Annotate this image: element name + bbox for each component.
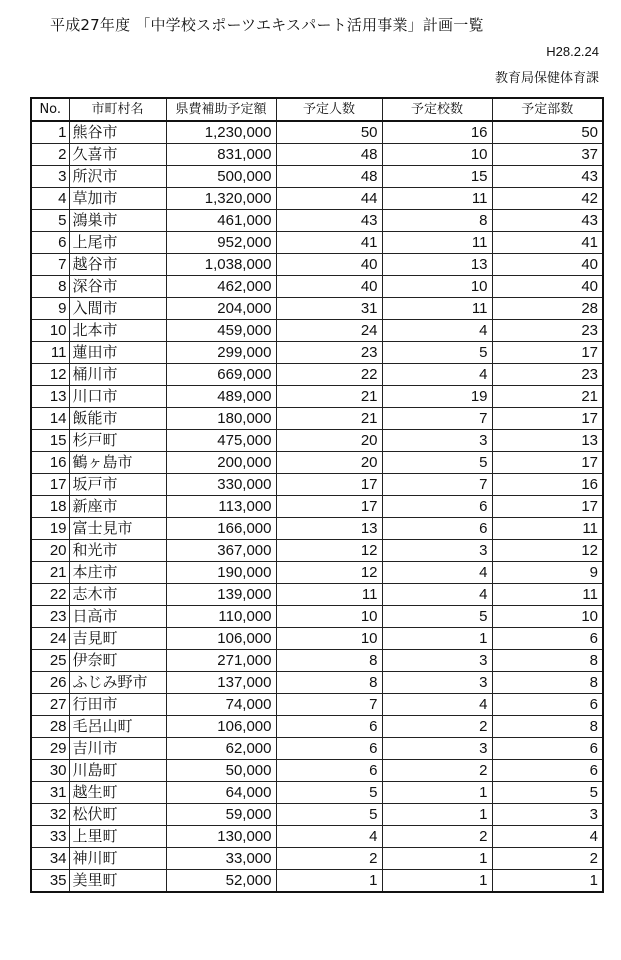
cell-clubs: 2 [492, 848, 603, 870]
cell-municipality: 深谷市 [69, 276, 166, 298]
cell-municipality: 志木市 [69, 584, 166, 606]
cell-people: 5 [276, 782, 382, 804]
cell-clubs: 6 [492, 694, 603, 716]
department-name: 教育局保健体育課 [494, 71, 599, 86]
cell-no: 12 [31, 364, 69, 386]
cell-municipality: 久喜市 [69, 144, 166, 166]
cell-municipality: 鶴ヶ島市 [69, 452, 166, 474]
cell-schools: 2 [382, 716, 492, 738]
cell-no: 22 [31, 584, 69, 606]
cell-subsidy: 200,000 [166, 452, 276, 474]
column-header-clubs: 予定部数 [492, 98, 603, 121]
cell-clubs: 12 [492, 540, 603, 562]
cell-people: 20 [276, 430, 382, 452]
table-row [31, 276, 603, 298]
cell-clubs: 10 [492, 606, 603, 628]
cell-schools: 5 [382, 452, 492, 474]
cell-people: 40 [276, 254, 382, 276]
cell-people: 17 [276, 496, 382, 518]
cell-people: 10 [276, 628, 382, 650]
cell-schools: 4 [382, 320, 492, 342]
table-row [31, 562, 603, 584]
cell-clubs: 16 [492, 474, 603, 496]
cell-no: 23 [31, 606, 69, 628]
cell-schools: 4 [382, 562, 492, 584]
cell-schools: 5 [382, 606, 492, 628]
column-header-municipality: 市町村名 [69, 98, 166, 121]
cell-municipality: 桶川市 [69, 364, 166, 386]
cell-no: 26 [31, 672, 69, 694]
cell-clubs: 17 [492, 408, 603, 430]
cell-people: 40 [276, 276, 382, 298]
cell-schools: 4 [382, 584, 492, 606]
cell-schools: 13 [382, 254, 492, 276]
table-row [31, 452, 603, 474]
cell-no: 11 [31, 342, 69, 364]
cell-subsidy: 52,000 [166, 870, 276, 893]
table-row [31, 672, 603, 694]
cell-clubs: 8 [492, 716, 603, 738]
table-row [31, 386, 603, 408]
cell-people: 48 [276, 144, 382, 166]
cell-clubs: 40 [492, 254, 603, 276]
cell-municipality: 川口市 [69, 386, 166, 408]
table-body [31, 121, 603, 892]
column-header-subsidy: 県費補助予定額 [166, 98, 276, 121]
cell-people: 50 [276, 121, 382, 144]
cell-clubs: 43 [492, 166, 603, 188]
cell-people: 1 [276, 870, 382, 893]
cell-subsidy: 459,000 [166, 320, 276, 342]
cell-municipality: 美里町 [69, 870, 166, 893]
cell-no: 15 [31, 430, 69, 452]
cell-clubs: 28 [492, 298, 603, 320]
cell-people: 22 [276, 364, 382, 386]
cell-municipality: 上里町 [69, 826, 166, 848]
cell-municipality: 伊奈町 [69, 650, 166, 672]
cell-clubs: 11 [492, 518, 603, 540]
cell-no: 7 [31, 254, 69, 276]
cell-subsidy: 113,000 [166, 496, 276, 518]
cell-subsidy: 831,000 [166, 144, 276, 166]
cell-no: 33 [31, 826, 69, 848]
cell-people: 23 [276, 342, 382, 364]
cell-no: 5 [31, 210, 69, 232]
cell-municipality: 松伏町 [69, 804, 166, 826]
cell-subsidy: 669,000 [166, 364, 276, 386]
cell-schools: 1 [382, 804, 492, 826]
cell-schools: 6 [382, 518, 492, 540]
cell-no: 16 [31, 452, 69, 474]
cell-schools: 19 [382, 386, 492, 408]
table-row [31, 760, 603, 782]
table-row [31, 121, 603, 144]
cell-clubs: 23 [492, 364, 603, 386]
cell-people: 8 [276, 672, 382, 694]
cell-subsidy: 62,000 [166, 738, 276, 760]
cell-clubs: 21 [492, 386, 603, 408]
cell-municipality: 北本市 [69, 320, 166, 342]
cell-schools: 16 [382, 121, 492, 144]
cell-clubs: 40 [492, 276, 603, 298]
cell-subsidy: 952,000 [166, 232, 276, 254]
cell-subsidy: 64,000 [166, 782, 276, 804]
cell-clubs: 50 [492, 121, 603, 144]
cell-subsidy: 74,000 [166, 694, 276, 716]
cell-schools: 4 [382, 364, 492, 386]
cell-people: 12 [276, 562, 382, 584]
cell-no: 30 [31, 760, 69, 782]
cell-municipality: 毛呂山町 [69, 716, 166, 738]
cell-municipality: ふじみ野市 [69, 672, 166, 694]
table-row [31, 298, 603, 320]
table-row [31, 320, 603, 342]
cell-subsidy: 271,000 [166, 650, 276, 672]
cell-schools: 15 [382, 166, 492, 188]
cell-subsidy: 204,000 [166, 298, 276, 320]
cell-no: 25 [31, 650, 69, 672]
table-row [31, 232, 603, 254]
cell-municipality: 熊谷市 [69, 121, 166, 144]
cell-municipality: 吉見町 [69, 628, 166, 650]
cell-subsidy: 139,000 [166, 584, 276, 606]
cell-municipality: 和光市 [69, 540, 166, 562]
cell-clubs: 17 [492, 342, 603, 364]
cell-no: 3 [31, 166, 69, 188]
cell-clubs: 41 [492, 232, 603, 254]
cell-clubs: 9 [492, 562, 603, 584]
cell-clubs: 3 [492, 804, 603, 826]
table-row [31, 826, 603, 848]
column-header-schools: 予定校数 [382, 98, 492, 121]
table-row [31, 694, 603, 716]
table-row [31, 254, 603, 276]
table-row [31, 650, 603, 672]
cell-no: 35 [31, 870, 69, 893]
cell-municipality: 飯能市 [69, 408, 166, 430]
cell-subsidy: 166,000 [166, 518, 276, 540]
table-header-row [31, 98, 603, 121]
cell-schools: 8 [382, 210, 492, 232]
cell-clubs: 8 [492, 672, 603, 694]
cell-schools: 7 [382, 474, 492, 496]
cell-municipality: 入間市 [69, 298, 166, 320]
cell-no: 31 [31, 782, 69, 804]
cell-clubs: 1 [492, 870, 603, 893]
cell-people: 17 [276, 474, 382, 496]
table-row [31, 430, 603, 452]
cell-clubs: 4 [492, 826, 603, 848]
cell-no: 24 [31, 628, 69, 650]
cell-schools: 3 [382, 540, 492, 562]
cell-subsidy: 59,000 [166, 804, 276, 826]
cell-clubs: 37 [492, 144, 603, 166]
cell-municipality: 上尾市 [69, 232, 166, 254]
cell-no: 29 [31, 738, 69, 760]
cell-schools: 4 [382, 694, 492, 716]
cell-people: 7 [276, 694, 382, 716]
cell-people: 10 [276, 606, 382, 628]
cell-no: 10 [31, 320, 69, 342]
plan-table [30, 97, 604, 893]
cell-subsidy: 1,320,000 [166, 188, 276, 210]
cell-no: 34 [31, 848, 69, 870]
cell-subsidy: 1,038,000 [166, 254, 276, 276]
column-header-people: 予定人数 [276, 98, 382, 121]
cell-clubs: 42 [492, 188, 603, 210]
cell-schools: 3 [382, 672, 492, 694]
cell-subsidy: 330,000 [166, 474, 276, 496]
cell-people: 11 [276, 584, 382, 606]
cell-subsidy: 180,000 [166, 408, 276, 430]
cell-subsidy: 137,000 [166, 672, 276, 694]
cell-subsidy: 367,000 [166, 540, 276, 562]
cell-people: 21 [276, 386, 382, 408]
cell-clubs: 43 [492, 210, 603, 232]
cell-subsidy: 50,000 [166, 760, 276, 782]
cell-clubs: 8 [492, 650, 603, 672]
cell-people: 13 [276, 518, 382, 540]
cell-no: 8 [31, 276, 69, 298]
cell-people: 12 [276, 540, 382, 562]
cell-people: 2 [276, 848, 382, 870]
cell-municipality: 越生町 [69, 782, 166, 804]
cell-subsidy: 462,000 [166, 276, 276, 298]
table-row [31, 166, 603, 188]
cell-clubs: 17 [492, 452, 603, 474]
cell-clubs: 5 [492, 782, 603, 804]
cell-people: 44 [276, 188, 382, 210]
cell-people: 21 [276, 408, 382, 430]
cell-municipality: 坂戸市 [69, 474, 166, 496]
cell-municipality: 吉川市 [69, 738, 166, 760]
cell-subsidy: 106,000 [166, 716, 276, 738]
cell-people: 41 [276, 232, 382, 254]
cell-no: 27 [31, 694, 69, 716]
document-date: H28.2.24 [546, 44, 599, 59]
table-row [31, 716, 603, 738]
cell-municipality: 本庄市 [69, 562, 166, 584]
cell-municipality: 神川町 [69, 848, 166, 870]
cell-municipality: 日高市 [69, 606, 166, 628]
cell-schools: 1 [382, 870, 492, 893]
cell-subsidy: 299,000 [166, 342, 276, 364]
cell-no: 6 [31, 232, 69, 254]
cell-schools: 7 [382, 408, 492, 430]
cell-no: 19 [31, 518, 69, 540]
cell-no: 1 [31, 121, 69, 144]
cell-no: 4 [31, 188, 69, 210]
table-row [31, 584, 603, 606]
cell-municipality: 所沢市 [69, 166, 166, 188]
cell-clubs: 11 [492, 584, 603, 606]
cell-schools: 5 [382, 342, 492, 364]
cell-schools: 2 [382, 826, 492, 848]
cell-subsidy: 500,000 [166, 166, 276, 188]
cell-no: 2 [31, 144, 69, 166]
cell-municipality: 蓮田市 [69, 342, 166, 364]
cell-people: 8 [276, 650, 382, 672]
cell-schools: 1 [382, 848, 492, 870]
table-row [31, 496, 603, 518]
table-row [31, 408, 603, 430]
cell-subsidy: 130,000 [166, 826, 276, 848]
cell-municipality: 川島町 [69, 760, 166, 782]
cell-schools: 11 [382, 188, 492, 210]
table-row [31, 474, 603, 496]
cell-schools: 11 [382, 298, 492, 320]
cell-no: 17 [31, 474, 69, 496]
table-row [31, 518, 603, 540]
cell-municipality: 杉戸町 [69, 430, 166, 452]
cell-people: 6 [276, 716, 382, 738]
table-row [31, 804, 603, 826]
cell-municipality: 鴻巣市 [69, 210, 166, 232]
cell-no: 20 [31, 540, 69, 562]
cell-municipality: 富士見市 [69, 518, 166, 540]
cell-no: 28 [31, 716, 69, 738]
table-row [31, 342, 603, 364]
cell-schools: 2 [382, 760, 492, 782]
cell-subsidy: 33,000 [166, 848, 276, 870]
cell-municipality: 越谷市 [69, 254, 166, 276]
cell-schools: 10 [382, 276, 492, 298]
table-row [31, 188, 603, 210]
table-row [31, 540, 603, 562]
cell-people: 48 [276, 166, 382, 188]
cell-schools: 10 [382, 144, 492, 166]
cell-people: 6 [276, 760, 382, 782]
cell-no: 9 [31, 298, 69, 320]
cell-clubs: 6 [492, 760, 603, 782]
table-row [31, 848, 603, 870]
cell-municipality: 草加市 [69, 188, 166, 210]
table-row [31, 606, 603, 628]
cell-clubs: 23 [492, 320, 603, 342]
cell-people: 24 [276, 320, 382, 342]
table-row [31, 144, 603, 166]
cell-clubs: 6 [492, 738, 603, 760]
cell-no: 18 [31, 496, 69, 518]
table-row [31, 628, 603, 650]
cell-clubs: 17 [492, 496, 603, 518]
cell-people: 6 [276, 738, 382, 760]
cell-people: 43 [276, 210, 382, 232]
cell-municipality: 行田市 [69, 694, 166, 716]
cell-municipality: 新座市 [69, 496, 166, 518]
cell-schools: 1 [382, 782, 492, 804]
cell-schools: 6 [382, 496, 492, 518]
table-row [31, 870, 603, 893]
cell-people: 20 [276, 452, 382, 474]
cell-schools: 3 [382, 650, 492, 672]
table-row [31, 738, 603, 760]
cell-no: 21 [31, 562, 69, 584]
table-row [31, 210, 603, 232]
table-row [31, 364, 603, 386]
cell-schools: 11 [382, 232, 492, 254]
cell-subsidy: 106,000 [166, 628, 276, 650]
cell-subsidy: 489,000 [166, 386, 276, 408]
cell-subsidy: 461,000 [166, 210, 276, 232]
cell-people: 5 [276, 804, 382, 826]
cell-clubs: 13 [492, 430, 603, 452]
cell-people: 31 [276, 298, 382, 320]
cell-no: 32 [31, 804, 69, 826]
cell-subsidy: 475,000 [166, 430, 276, 452]
cell-subsidy: 110,000 [166, 606, 276, 628]
cell-schools: 3 [382, 430, 492, 452]
table-row [31, 782, 603, 804]
cell-subsidy: 1,230,000 [166, 121, 276, 144]
cell-no: 14 [31, 408, 69, 430]
cell-people: 4 [276, 826, 382, 848]
cell-schools: 3 [382, 738, 492, 760]
column-header-no: No. [31, 98, 69, 121]
cell-clubs: 6 [492, 628, 603, 650]
cell-schools: 1 [382, 628, 492, 650]
cell-no: 13 [31, 386, 69, 408]
cell-subsidy: 190,000 [166, 562, 276, 584]
document-title: 平成27年度 「中学校スポーツエキスパート活用事業」計画一覧 [50, 16, 484, 34]
